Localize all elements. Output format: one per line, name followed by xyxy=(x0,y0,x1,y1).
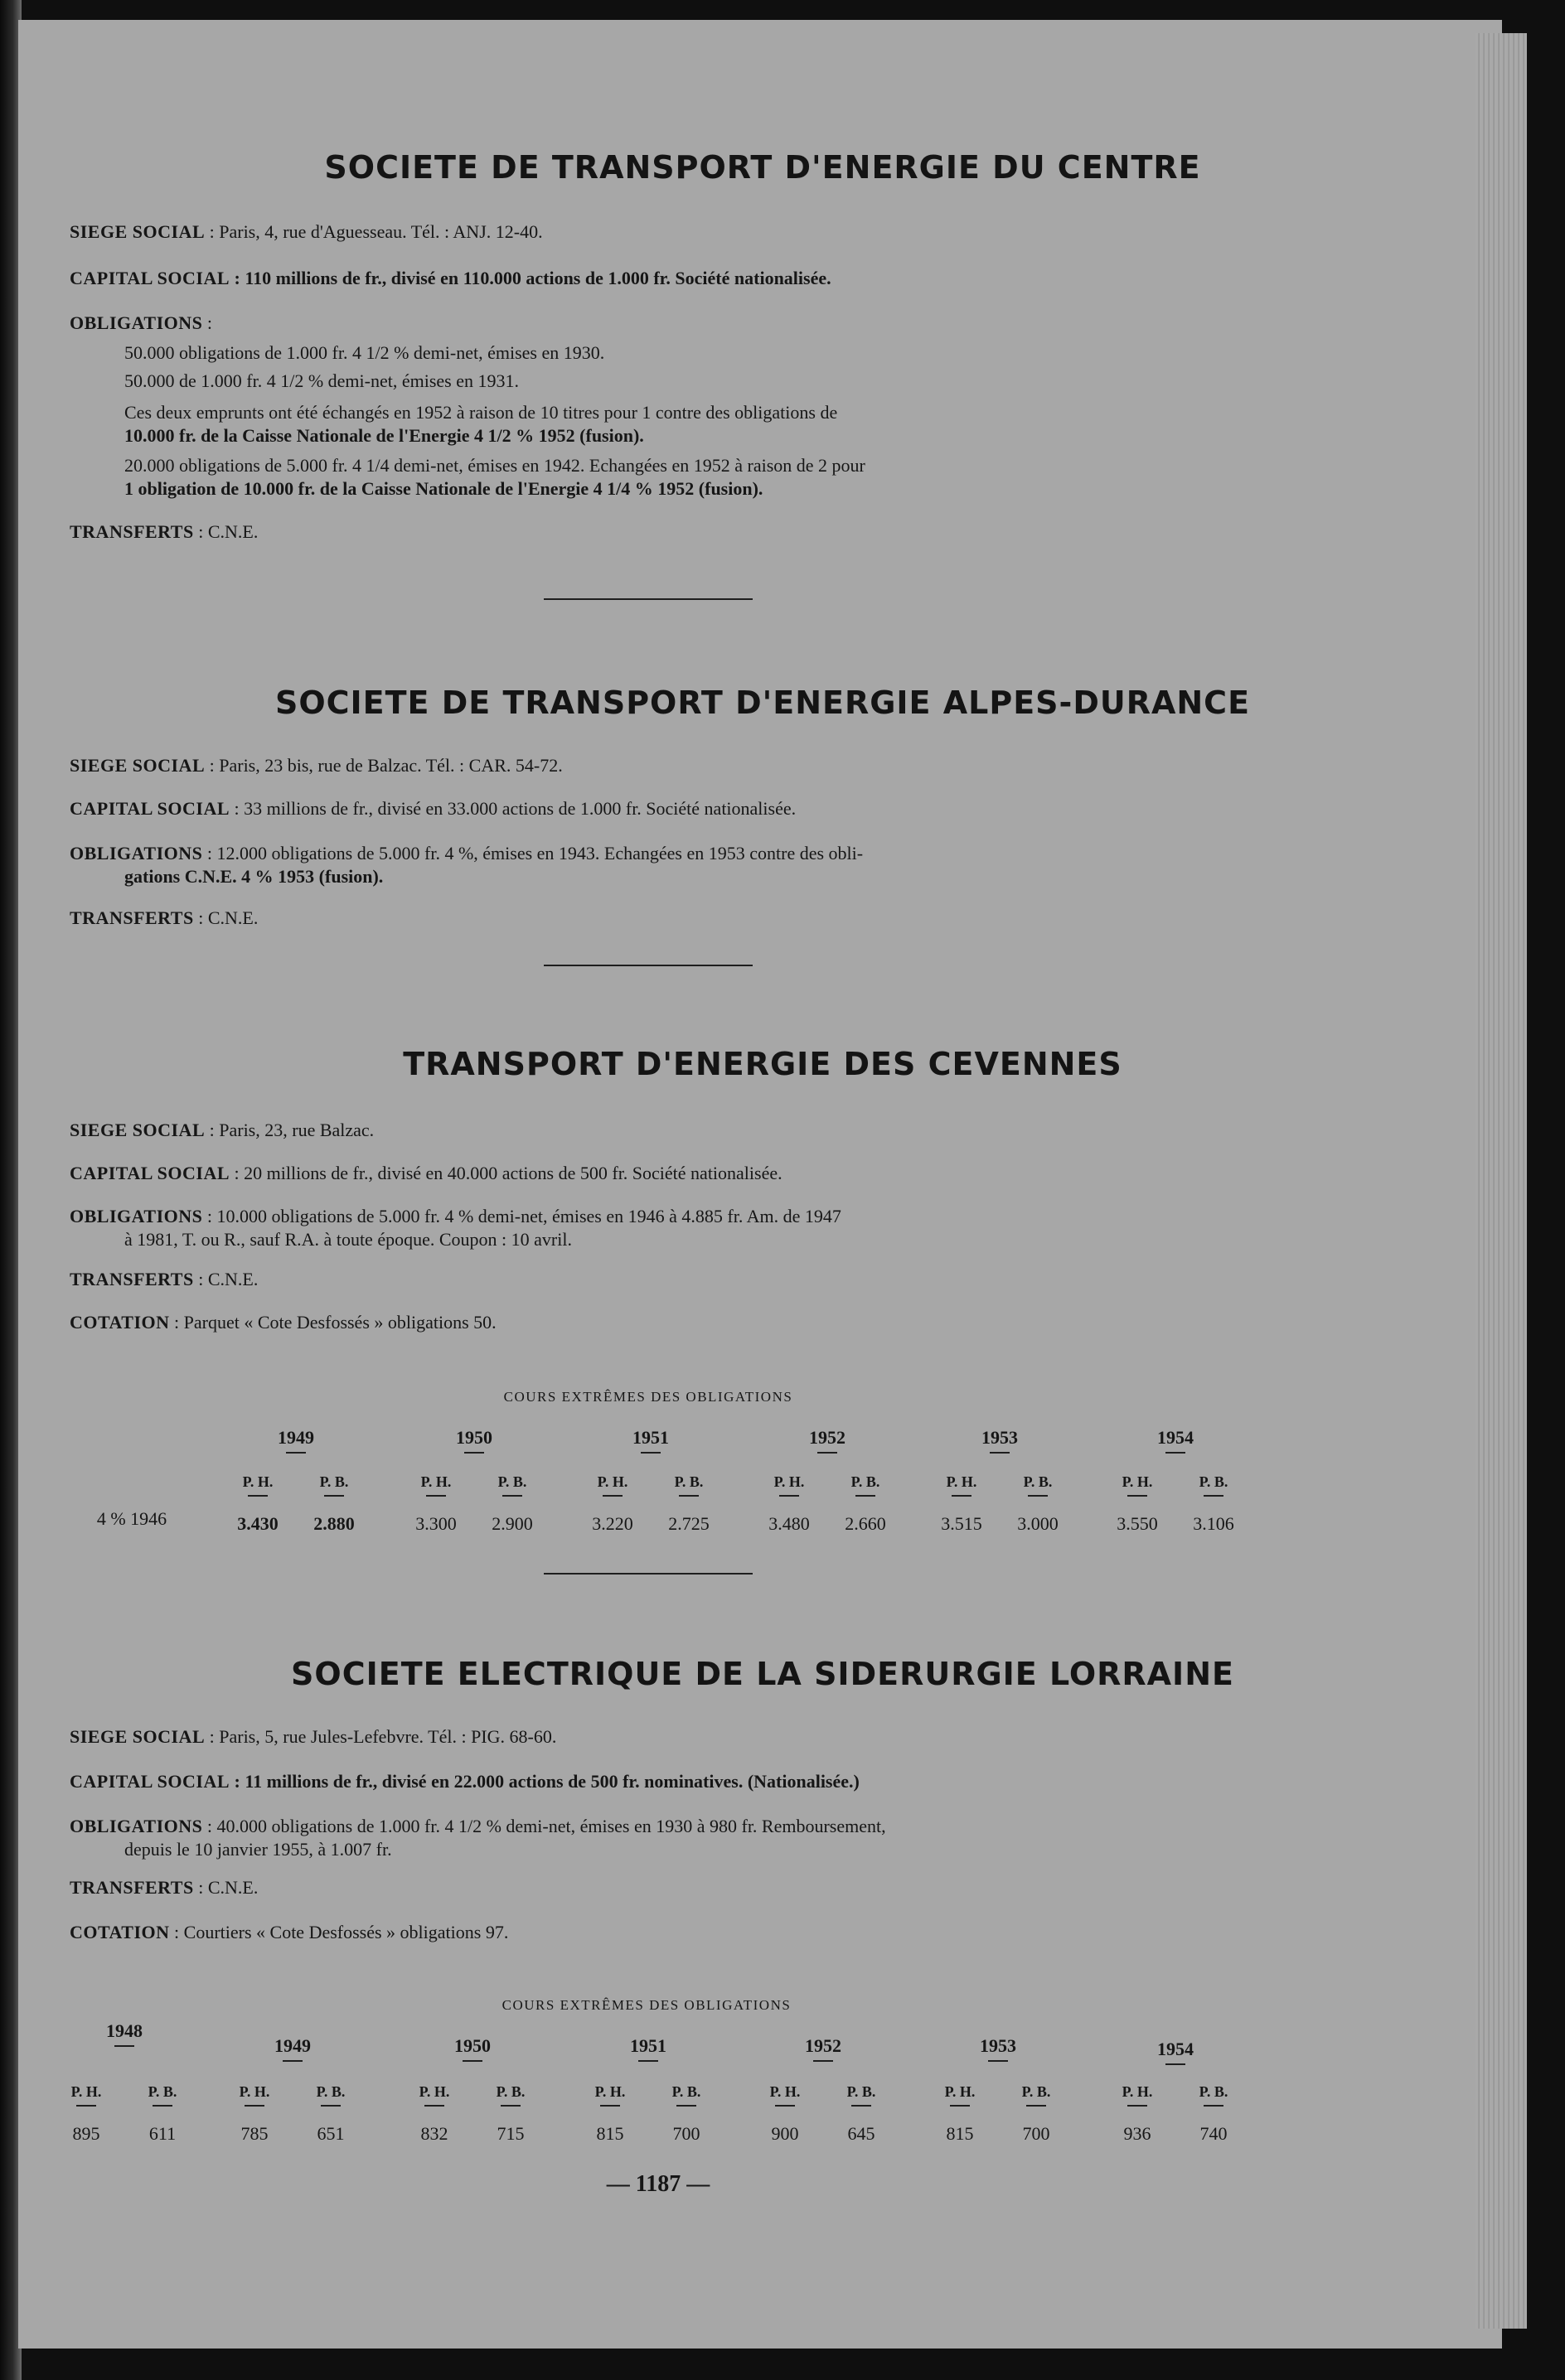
transferts-row xyxy=(70,1876,1272,1899)
underline-dash xyxy=(1127,2105,1147,2107)
col-header-ph: P. H. xyxy=(239,2083,270,2100)
capital-social-label: CAPITAL SOCIAL xyxy=(70,798,230,819)
siege-social-row xyxy=(70,220,1272,244)
capital-social-row xyxy=(70,1770,1272,1793)
obligations-label: OBLIGATIONS xyxy=(70,312,203,333)
underline-dash xyxy=(424,2105,444,2107)
col-header-ph: P. H. xyxy=(597,1473,628,1490)
col-header-ph: P. H. xyxy=(769,2083,801,2100)
transferts-label: TRANSFERTS xyxy=(70,1877,194,1898)
underline-dash xyxy=(990,1452,1010,1454)
table-cell-ph: 3.220 xyxy=(592,1513,633,1534)
table-year: 1951 xyxy=(630,2035,666,2056)
obligations-line: 1 obligation de 10.000 fr. de la Caisse Nationale de l'Energie 4 1/4 % 1952 (fusion). xyxy=(124,478,763,499)
col-header-ph: P. H. xyxy=(419,2083,450,2100)
underline-dash xyxy=(775,2105,795,2107)
obligations-continuation: depuis le 10 janvier 1955, à 1.007 fr. xyxy=(124,1839,392,1860)
underline-dash xyxy=(1127,1495,1147,1497)
table-cell-ph: 936 xyxy=(1123,2123,1151,2144)
table-year: 1949 xyxy=(274,2035,311,2056)
obligations-continuation: gations C.N.E. 4 % 1953 (fusion). xyxy=(124,866,384,887)
underline-dash xyxy=(1204,1495,1223,1497)
table-cell-ph: 3.550 xyxy=(1117,1513,1158,1534)
obligations-value: : 10.000 obligations de 5.000 fr. 4 % demi-net, émises en 1946 à 4.885 fr. Am. de 1947 xyxy=(206,1206,841,1226)
section-divider xyxy=(544,598,753,600)
cotation-label: COTATION xyxy=(70,1922,170,1942)
obligations-label: OBLIGATIONS xyxy=(70,1816,203,1836)
siege-social-row xyxy=(70,1119,1272,1142)
underline-dash xyxy=(950,2105,970,2107)
col-header-ph: P. H. xyxy=(594,2083,626,2100)
underline-dash xyxy=(1165,2063,1185,2065)
underline-dash xyxy=(248,1495,268,1497)
transferts-value: : C.N.E. xyxy=(198,1269,259,1289)
table-year: 1954 xyxy=(1157,1427,1194,1448)
obligations-row xyxy=(70,1205,1272,1228)
col-header-ph: P. H. xyxy=(420,1473,452,1490)
underline-dash xyxy=(76,2105,96,2107)
underline-dash xyxy=(426,1495,446,1497)
underline-dash xyxy=(1028,1495,1048,1497)
underline-dash xyxy=(245,2105,264,2107)
col-header-pb: P. B. xyxy=(316,2083,346,2100)
siege-social-value: : Paris, 5, rue Jules-Lefebvre. Tél. : PIG. 68-60. xyxy=(209,1726,557,1747)
transferts-row xyxy=(70,907,1272,930)
table-cell-pb: 651 xyxy=(317,2123,345,2144)
cotation-label: COTATION xyxy=(70,1312,170,1333)
siege-social-label: SIEGE SOCIAL xyxy=(70,755,206,776)
underline-dash xyxy=(817,1452,837,1454)
table-cell-ph: 3.300 xyxy=(415,1513,457,1534)
col-header-pb: P. B. xyxy=(846,2083,876,2100)
col-header-pb: P. B. xyxy=(1021,2083,1051,2100)
underline-dash xyxy=(286,1452,306,1454)
table-cell-ph: 815 xyxy=(946,2123,974,2144)
cotation-value: : Courtiers « Cote Desfossés » obligations 97. xyxy=(174,1922,509,1942)
col-header-ph: P. H. xyxy=(773,1473,805,1490)
siege-social-value: : Paris, 23, rue Balzac. xyxy=(209,1120,375,1140)
obligations-continuation: à 1981, T. ou R., sauf R.A. à toute époque. Coupon : 10 avril. xyxy=(124,1229,572,1250)
table-cell-ph: 3.430 xyxy=(237,1513,279,1534)
underline-dash xyxy=(1165,1452,1185,1454)
table-cell-pb: 2.900 xyxy=(492,1513,533,1534)
cotation-row xyxy=(70,1921,1272,1944)
table-year: 1948 xyxy=(106,2020,143,2041)
table-year: 1953 xyxy=(981,1427,1018,1448)
obligations-line: Ces deux emprunts ont été échangés en 1952 à raison de 10 titres pour 1 contre des obligations de xyxy=(124,402,838,423)
obligations-value: : 40.000 obligations de 1.000 fr. 4 1/2 % demi-net, émises en 1930 à 980 fr. Remboursement, xyxy=(206,1816,886,1836)
section-title: TRANSPORT D'ENERGIE DES CEVENNES xyxy=(403,1046,1122,1082)
col-header-ph: P. H. xyxy=(70,2083,102,2100)
table-cell-ph: 900 xyxy=(771,2123,799,2144)
table-cell-pb: 645 xyxy=(847,2123,875,2144)
siege-social-label: SIEGE SOCIAL xyxy=(70,221,206,242)
capital-social-label: CAPITAL SOCIAL xyxy=(70,1771,230,1792)
transferts-value: : C.N.E. xyxy=(198,521,259,542)
table-cell-ph: 895 xyxy=(72,2123,100,2144)
capital-social-label: CAPITAL SOCIAL xyxy=(70,268,230,288)
underline-dash xyxy=(502,1495,522,1497)
transferts-label: TRANSFERTS xyxy=(70,521,194,542)
underline-dash xyxy=(851,2105,871,2107)
col-header-pb: P. B. xyxy=(319,1473,349,1490)
obligations-line: 50.000 de 1.000 fr. 4 1/2 % demi-net, émises en 1931. xyxy=(124,370,519,391)
underline-dash xyxy=(679,1495,699,1497)
underline-dash xyxy=(638,2060,658,2062)
underline-dash xyxy=(153,2105,172,2107)
obligations-row xyxy=(70,1815,1272,1838)
siege-social-label: SIEGE SOCIAL xyxy=(70,1120,206,1140)
section-title: SOCIETE DE TRANSPORT D'ENERGIE ALPES-DURANCE xyxy=(274,684,1251,721)
underline-dash xyxy=(779,1495,799,1497)
table-year: 1950 xyxy=(456,1427,492,1448)
col-header-pb: P. B. xyxy=(1023,1473,1053,1490)
col-header-pb: P. B. xyxy=(1199,2083,1228,2100)
siege-social-row xyxy=(70,1725,1272,1749)
capital-social-value: : 110 millions de fr., divisé en 110.000 actions de 1.000 fr. Société nationalisée. xyxy=(234,268,831,288)
section-title: SOCIETE DE TRANSPORT D'ENERGIE DU CENTRE xyxy=(324,149,1201,186)
underline-dash xyxy=(114,2045,134,2047)
underline-dash xyxy=(1204,2105,1223,2107)
table-cell-ph: 832 xyxy=(420,2123,448,2144)
table-cell-pb: 2.880 xyxy=(313,1513,355,1534)
underline-dash xyxy=(501,2105,521,2107)
underline-dash xyxy=(813,2060,833,2062)
capital-social-value: : 33 millions de fr., divisé en 33.000 actions de 1.000 fr. Société nationalisée. xyxy=(234,798,797,819)
table-title: COURS EXTRÊMES DES OBLIGATIONS xyxy=(503,1389,793,1405)
obligations-colon: : xyxy=(206,312,212,333)
table-cell-ph: 3.515 xyxy=(941,1513,982,1534)
table-cell-ph: 3.480 xyxy=(768,1513,810,1534)
col-header-pb: P. B. xyxy=(496,2083,526,2100)
table-year: 1952 xyxy=(805,2035,841,2056)
col-header-ph: P. H. xyxy=(1122,2083,1153,2100)
capital-social-row xyxy=(70,267,1272,290)
col-header-pb: P. B. xyxy=(850,1473,880,1490)
transferts-row xyxy=(70,520,1272,544)
underline-dash xyxy=(855,1495,875,1497)
table-cell-pb: 2.660 xyxy=(845,1513,886,1534)
table-year: 1950 xyxy=(454,2035,491,2056)
obligations-label: OBLIGATIONS xyxy=(70,1206,203,1226)
obligations-line: 20.000 obligations de 5.000 fr. 4 1/4 demi-net, émises en 1942. Echangées en 1952 à raison de 2 pour xyxy=(124,455,865,476)
underline-dash xyxy=(952,1495,971,1497)
table-year: 1953 xyxy=(980,2035,1016,2056)
table-cell-pb: 700 xyxy=(1022,2123,1050,2144)
obligations-label: OBLIGATIONS xyxy=(70,843,203,863)
col-header-ph: P. H. xyxy=(946,1473,977,1490)
cotation-row xyxy=(70,1311,1272,1334)
table-cell-pb: 740 xyxy=(1199,2123,1228,2144)
table-cell-pb: 611 xyxy=(148,2123,177,2144)
capital-social-value: : 11 millions de fr., divisé en 22.000 actions de 500 fr. nominatives. (Nationalisée.) xyxy=(234,1771,860,1792)
transferts-row xyxy=(70,1268,1272,1291)
capital-social-value: : 20 millions de fr., divisé en 40.000 actions de 500 fr. Société nationalisée. xyxy=(234,1163,782,1183)
obligations-row xyxy=(70,312,1272,335)
col-header-pb: P. B. xyxy=(671,2083,701,2100)
table-cell-pb: 700 xyxy=(672,2123,700,2144)
capital-social-row xyxy=(70,797,1272,820)
underline-dash xyxy=(283,2060,303,2062)
underline-dash xyxy=(463,2060,482,2062)
obligations-line: 10.000 fr. de la Caisse Nationale de l'Energie 4 1/2 % 1952 (fusion). xyxy=(124,425,644,446)
section-divider xyxy=(544,965,753,966)
transferts-value: : C.N.E. xyxy=(198,1877,259,1898)
table-cell-ph: 815 xyxy=(596,2123,624,2144)
col-header-ph: P. H. xyxy=(1122,1473,1153,1490)
table-cell-pb: 2.725 xyxy=(668,1513,710,1534)
col-header-pb: P. B. xyxy=(1199,1473,1228,1490)
capital-social-row xyxy=(70,1162,1272,1185)
underline-dash xyxy=(464,1452,484,1454)
siege-social-value: : Paris, 23 bis, rue de Balzac. Tél. : CAR. 54-72. xyxy=(209,755,563,776)
table-cell-ph: 785 xyxy=(240,2123,269,2144)
table-title: COURS EXTRÊMES DES OBLIGATIONS xyxy=(501,1997,792,2013)
table-cell-pb: 715 xyxy=(497,2123,525,2144)
underline-dash xyxy=(988,2060,1008,2062)
table-cell-pb: 3.000 xyxy=(1017,1513,1059,1534)
table-year: 1952 xyxy=(809,1427,845,1448)
col-header-ph: P. H. xyxy=(944,2083,976,2100)
siege-social-label: SIEGE SOCIAL xyxy=(70,1726,206,1747)
obligations-row xyxy=(70,842,1272,865)
col-header-pb: P. B. xyxy=(148,2083,177,2100)
underline-dash xyxy=(641,1452,661,1454)
table-row-label: 4 % 1946 xyxy=(96,1508,167,1529)
siege-social-value: : Paris, 4, rue d'Aguesseau. Tél. : ANJ. 12-40. xyxy=(209,221,543,242)
obligations-line: 50.000 obligations de 1.000 fr. 4 1/2 % demi-net, émises en 1930. xyxy=(124,342,605,363)
table-year: 1954 xyxy=(1157,2039,1194,2059)
capital-social-label: CAPITAL SOCIAL xyxy=(70,1163,230,1183)
underline-dash xyxy=(676,2105,696,2107)
transferts-value: : C.N.E. xyxy=(198,907,259,928)
transferts-label: TRANSFERTS xyxy=(70,1269,194,1289)
underline-dash xyxy=(603,1495,623,1497)
underline-dash xyxy=(600,2105,620,2107)
col-header-pb: P. B. xyxy=(674,1473,704,1490)
underline-dash xyxy=(1026,2105,1046,2107)
obligations-value: : 12.000 obligations de 5.000 fr. 4 %, émises en 1943. Echangées en 1953 contre des obli- xyxy=(206,843,864,863)
col-header-pb: P. B. xyxy=(497,1473,527,1490)
col-header-ph: P. H. xyxy=(242,1473,274,1490)
section-title: SOCIETE ELECTRIQUE DE LA SIDERURGIE LORRAINE xyxy=(291,1656,1234,1692)
table-cell-pb: 3.106 xyxy=(1193,1513,1234,1534)
page-number: — 1187 — xyxy=(606,2171,710,2197)
transferts-label: TRANSFERTS xyxy=(70,907,194,928)
table-year: 1951 xyxy=(632,1427,669,1448)
table-year: 1949 xyxy=(278,1427,314,1448)
cotation-value: : Parquet « Cote Desfossés » obligations 50. xyxy=(174,1312,497,1333)
section-divider xyxy=(544,1573,753,1575)
siege-social-row xyxy=(70,754,1272,777)
underline-dash xyxy=(321,2105,341,2107)
underline-dash xyxy=(324,1495,344,1497)
